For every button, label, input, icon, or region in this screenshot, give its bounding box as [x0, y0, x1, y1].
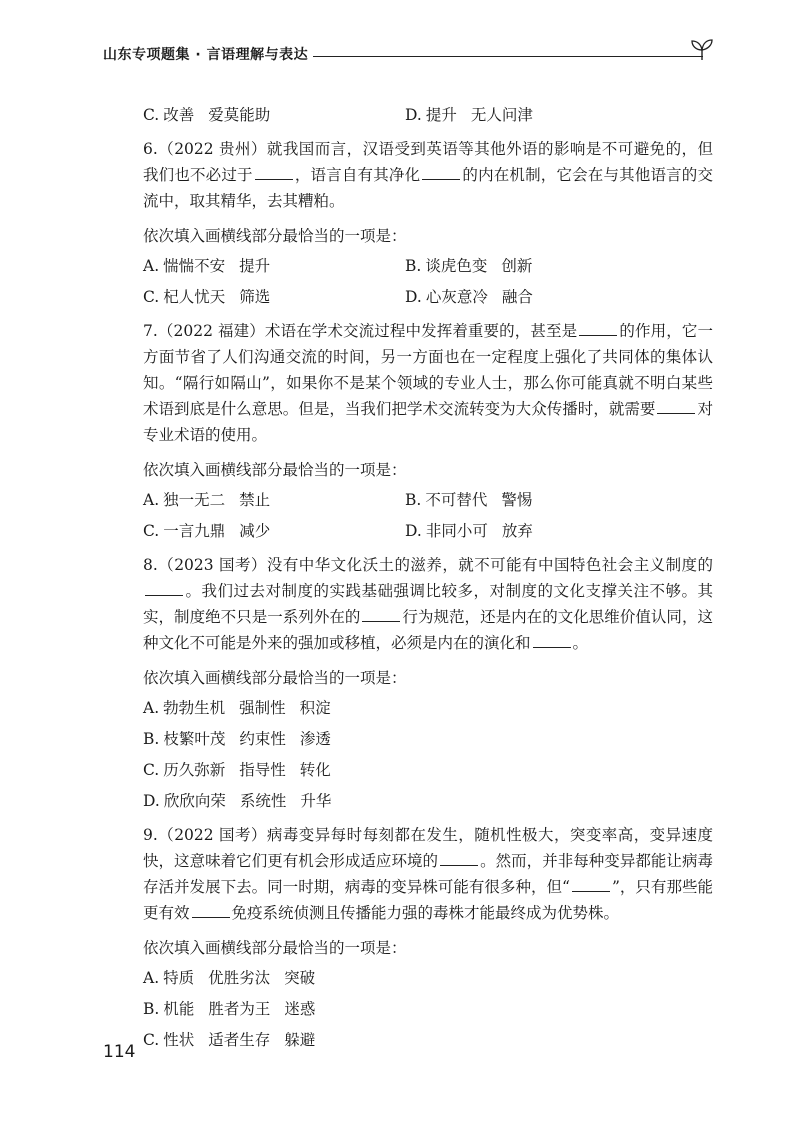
fill-blank [657, 399, 695, 414]
question-instruction: 依次填入画横线部分最恰当的一项是： [143, 669, 407, 687]
sprout-icon [688, 36, 716, 64]
question-6 [143, 136, 713, 308]
question-instruction: 依次填入画横线部分最恰当的一项是： [143, 461, 407, 479]
header-rule [313, 56, 703, 57]
fill-blank [440, 851, 478, 866]
option-d: D. 欣欣向荣 系统性 升华 [143, 792, 332, 810]
fill-blank [255, 165, 293, 180]
question-stem: 8.（2023 国考）没有中华文化沃土的滋养，就不可能有中国特色社会主义制度的。我们过去对制度的实践基础强调比较多，对制度的文化支撑关注不够。其实，制度绝不只是一系列外在的 行为规范，还是内在的文化思维价值认同，这种文化不可能是外来的强加或移植，必须是内在的演化和 。 [143, 556, 713, 652]
fill-blank [572, 877, 610, 892]
option-list [143, 255, 713, 308]
question-instruction: 依次填入画横线部分最恰当的一项是： [143, 939, 407, 957]
option-d: D. 提升 无人问津 [405, 106, 533, 124]
running-header [103, 44, 723, 70]
question-7 [143, 318, 713, 542]
question-stem: 9.（2022 国考）病毒变异每时每刻都在发生，随机性极大，突变率高，变异速度快，这意味着它们更有机会形成适应环境的 。然而，并非每种变异都能让病毒存活并发展下去。同一时期，病毒的变异株可能有很多种，但“ ”，只有那些能更有效 免疫系统侦测且传播能力强的毒株才能最终成为优势株。 [143, 826, 713, 922]
option-c: C. 历久弥新 指导性 转化 [143, 761, 331, 779]
header-title: 山东专项题集 · 言语理解与表达 [103, 47, 309, 63]
option-b: B. 机能 胜者为王 迷惑 [143, 1000, 316, 1018]
option-c: C. 杞人忧天 筛选 [143, 288, 271, 306]
option-b: B. 不可替代 警惕 [405, 491, 533, 509]
option-list [143, 489, 713, 542]
question-8 [143, 552, 713, 812]
question-stem: 7.（2022 福建）术语在学术交流过程中发挥着重要的，甚至是 的作用，它一方面节省了人们沟通交流的时间，另一方面也在一定程度上强化了共同体的集体认知。“隔行如隔山”，如果你不是某个领域的专业人士，那么你可能真就不明白某些术语到底是什么意思。但是，当我们把学术交流转变为大众传播时，就需要 对专业术语的使用。 [143, 322, 713, 444]
page-number: 114 [103, 1042, 136, 1062]
option-a: A. 独一无二 禁止 [143, 491, 271, 509]
option-b: B. 枝繁叶茂 约束性 渗透 [143, 730, 331, 748]
fill-blank [533, 633, 571, 648]
option-c: C. 性状 适者生存 躲避 [143, 1031, 316, 1049]
carry-over-options [143, 104, 713, 126]
option-a: A. 惴惴不安 提升 [143, 257, 271, 275]
option-list [143, 697, 713, 812]
fill-blank [192, 903, 230, 918]
option-d: D. 心灰意冷 融合 [405, 288, 533, 306]
question-9 [143, 822, 713, 1051]
question-instruction: 依次填入画横线部分最恰当的一项是： [143, 227, 407, 245]
option-a: A. 勃勃生机 强制性 积淀 [143, 699, 331, 717]
fill-blank [362, 607, 400, 622]
fill-blank [422, 165, 460, 180]
option-c: C. 改善 爱莫能助 [143, 106, 271, 124]
fill-blank [145, 581, 183, 596]
option-list [143, 967, 713, 1051]
question-stem: 6.（2022 贵州）就我国而言，汉语受到英语等其他外语的影响是不可避免的，但我们也不必过于 ，语言自有其净化 的内在机制，它会在与其他语言的交流中，取其精华，去其糟粕。 [143, 140, 713, 210]
page-body [143, 104, 713, 1061]
option-c: C. 一言九鼎 减少 [143, 522, 271, 540]
option-a: A. 特质 优胜劣汰 突破 [143, 969, 316, 987]
option-b: B. 谈虎色变 创新 [405, 257, 533, 275]
option-d: D. 非同小可 放弃 [405, 522, 533, 540]
fill-blank [579, 321, 617, 336]
